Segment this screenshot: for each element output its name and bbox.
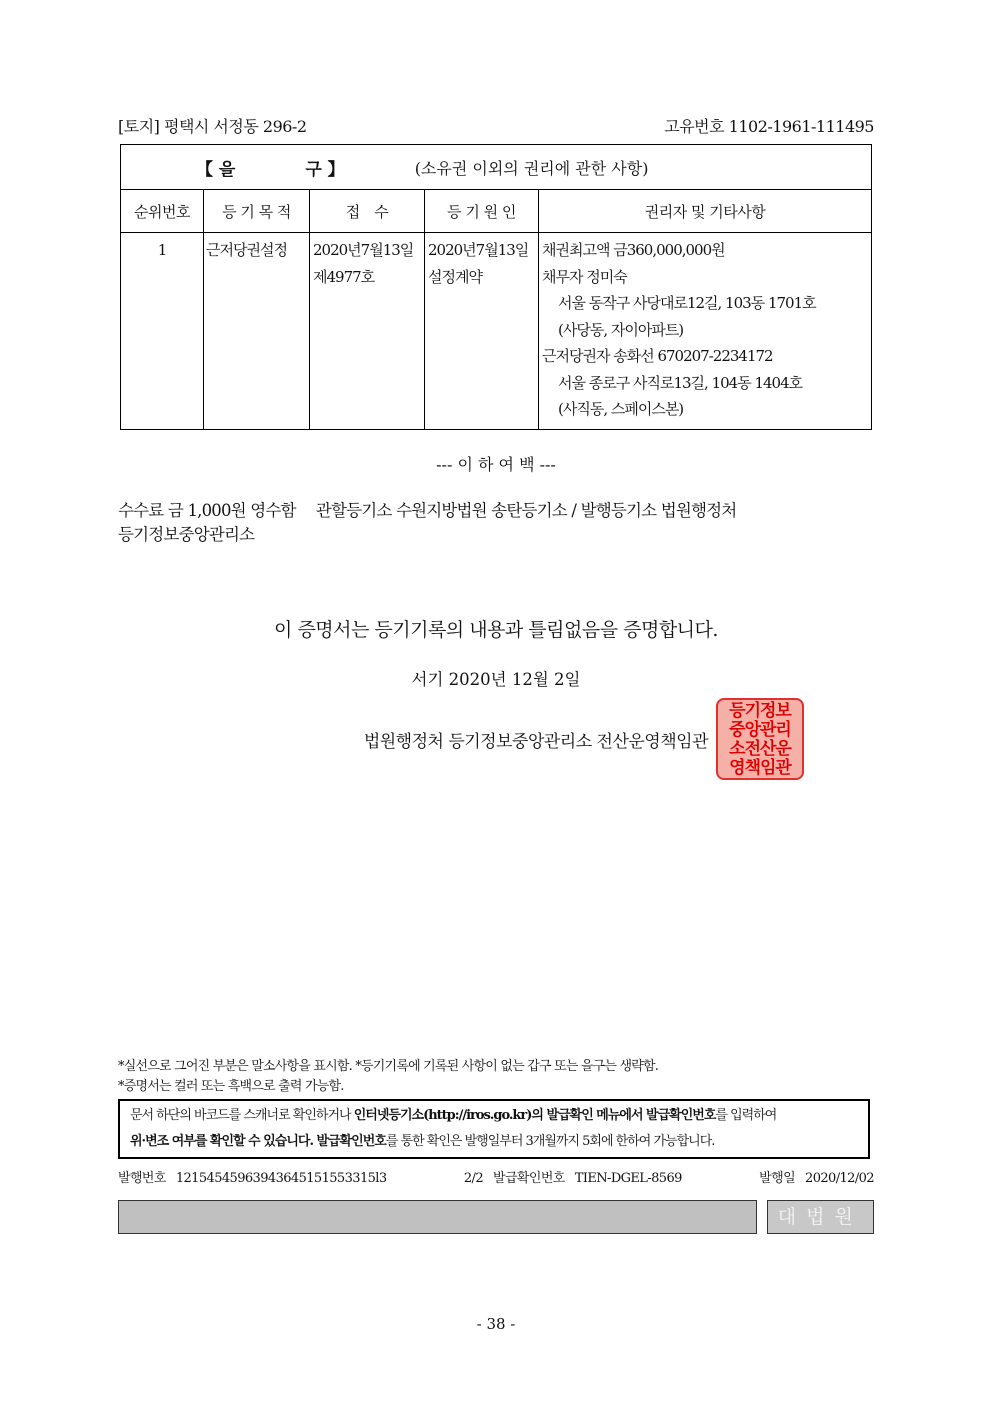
verify-label: 발급확인번호 (493, 1171, 565, 1186)
main-column (118, 114, 874, 780)
barcode-area (118, 1200, 757, 1234)
detail-line: 근저당권자 송화선 670207-2234172 (542, 347, 773, 365)
notice-bold: 인터넷등기소(http://iros.go.kr)의 발급확인 메뉴에서 발급확인번호 (353, 1108, 716, 1123)
details (539, 233, 872, 430)
receipt (310, 233, 425, 430)
detail-line: (사직동, 스페이스본) (558, 400, 684, 418)
col-rank: 순위번호 (121, 190, 204, 233)
table-row (121, 233, 872, 430)
issuer: 법원행정처 등기정보중앙관리소 전산운영책임관 (363, 731, 708, 752)
notice-text: 문서 하단의 바코드를 스캐너로 확인하거나 (130, 1108, 354, 1123)
cause-date: 2020년7월13일 (428, 241, 529, 259)
issue-number: 12154545963943645151553315l3 (175, 1171, 387, 1186)
detail-line: 채무자 정미숙 (542, 267, 627, 286)
fee-block (118, 499, 874, 547)
unique-number: 고유번호 1102-1961-111495 (664, 117, 874, 136)
col-receipt: 접 수 (310, 190, 425, 233)
receipt-number: 제4977호 (313, 267, 375, 286)
note-line: *실선으로 그어진 부분은 말소사항을 표시함. *등기기록에 기록된 사항이 없는 갑구 또는 을구는 생략함. (118, 1059, 659, 1074)
end-mark: --- 이 하 여 백 --- (436, 455, 556, 474)
purpose: 근저당권설정 (204, 233, 310, 430)
cause-type: 설정계약 (428, 267, 482, 286)
notice-text: 를 통한 확인은 발행일부터 3개월까지 5회에 한하여 가능합니다. (385, 1134, 715, 1149)
page-number: - 38 - (476, 1315, 516, 1333)
verification-notice (118, 1099, 870, 1159)
certification-statement: 이 증명서는 등기기록의 내용과 틀림없음을 증명합니다. (274, 619, 718, 641)
section-title (121, 145, 872, 190)
notice-bold: 위·변조 여부를 확인할 수 있습니다. 발급확인번호 (130, 1134, 386, 1149)
rank: 1 (121, 233, 204, 430)
property-location: [토지] 평택시 서정동 296-2 (118, 117, 307, 136)
section-subtitle: (소유권 이외의 권리에 관한 사항) (414, 158, 649, 178)
detail-line: 서울 동작구 사당대로12길, 103동 1701호 (558, 294, 816, 312)
section-title-right: 구 】 (305, 159, 345, 180)
issuer-row (118, 698, 874, 780)
issued-date: 2020/12/02 (805, 1171, 874, 1186)
official-seal: 등기정보 중앙관리 소전산운 영책임관 (716, 698, 804, 780)
registry-table (120, 144, 872, 430)
document-header (118, 114, 874, 144)
verify-number: TIEN-DGEL-8569 (574, 1171, 682, 1186)
issue-info-row (118, 1167, 874, 1186)
footer-section (118, 1057, 874, 1234)
col-details: 권리자 및 기타사항 (539, 190, 872, 233)
detail-line: 서울 종로구 사직로13길, 104동 1404호 (558, 373, 803, 392)
detail-line: 채권최고액 금360,000,000원 (542, 241, 725, 259)
col-cause: 등 기 원 인 (425, 190, 539, 233)
section-title-left: 【 을 (196, 159, 236, 180)
page-count: 2/2 (463, 1171, 483, 1186)
supreme-court-mark: 대법원 (767, 1200, 874, 1234)
note-line: *증명서는 컬러 또는 흑백으로 출력 가능함. (118, 1079, 344, 1094)
receipt-date: 2020년7월13일 (313, 241, 414, 259)
detail-line: (사당동, 자이아파트) (558, 320, 684, 339)
col-purpose: 등 기 목 적 (204, 190, 310, 233)
issued-date-label: 발행일 (759, 1171, 796, 1186)
fee-line: 수수료 금 1,000원 영수함 관할등기소 수원지방법원 송탄등기소 / 발행등기소 법원행정처 (118, 501, 737, 520)
fee-line-2: 등기정보중앙관리소 (118, 525, 255, 544)
cause (425, 233, 539, 430)
issue-number-label: 발행번호 (118, 1171, 166, 1186)
notice-text: 를 입력하여 (715, 1108, 777, 1123)
barcode-row (118, 1200, 874, 1234)
issue-date: 서기 2020년 12월 2일 (411, 670, 581, 689)
